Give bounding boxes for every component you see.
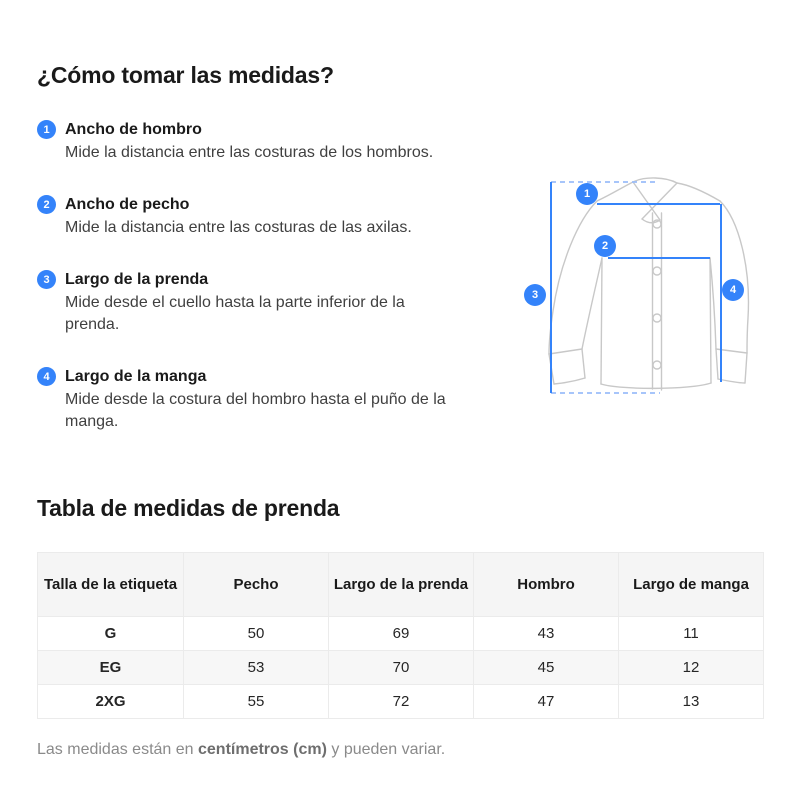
cell-chest: 50 — [184, 617, 329, 651]
measure-item-text — [65, 120, 433, 164]
cell-size: 2XG — [38, 685, 184, 719]
size-table-body — [38, 617, 764, 719]
units-note — [37, 741, 763, 759]
cell-shoulder: 45 — [474, 651, 619, 685]
cell-length: 72 — [329, 685, 474, 719]
measure-item-shoulder — [37, 120, 467, 164]
cell-size: G — [38, 617, 184, 651]
size-table-title: Tabla de medidas de prenda — [37, 495, 340, 521]
table-row — [38, 617, 764, 651]
cell-sleeve: 12 — [619, 651, 764, 685]
table-header-row — [38, 553, 764, 617]
cell-size: EG — [38, 651, 184, 685]
measure-instructions-list — [37, 120, 467, 433]
shirt-measurement-diagram — [520, 163, 780, 418]
diagram-badge-4-number: 4 — [729, 284, 737, 296]
measure-item-title: Ancho de pecho — [65, 196, 190, 213]
units-note-bold: centímetros (cm) — [198, 741, 327, 758]
header-cell-sleeve-length: Largo de manga — [619, 553, 764, 617]
header-cell-size-label: Talla de la etiqueta — [38, 553, 184, 617]
measure-item-text — [65, 195, 412, 239]
measure-item-length — [37, 270, 467, 336]
measure-item-description: Mide la distancia entre las costuras de las axilas. — [65, 219, 412, 236]
header-cell-chest: Pecho — [184, 553, 329, 617]
units-note-suffix: y pueden variar. — [326, 741, 446, 758]
cell-sleeve: 13 — [619, 685, 764, 719]
cell-length: 70 — [329, 651, 474, 685]
step-3-badge: 3 — [37, 270, 56, 289]
cell-shoulder: 43 — [474, 617, 619, 651]
cell-length: 69 — [329, 617, 474, 651]
measure-item-text — [65, 367, 457, 433]
cell-sleeve: 11 — [619, 617, 764, 651]
measurement-lines — [551, 182, 721, 393]
table-row — [38, 685, 764, 719]
shirt-outline — [549, 178, 748, 390]
header-cell-shoulder: Hombro — [474, 553, 619, 617]
step-1-badge: 1 — [37, 120, 56, 139]
how-to-measure-title: ¿Cómo tomar las medidas? — [37, 62, 334, 88]
table-row — [38, 651, 764, 685]
measure-item-description: Mide desde la costura del hombro hasta el puño de la manga. — [65, 391, 446, 430]
cell-shoulder: 47 — [474, 685, 619, 719]
size-table-header — [38, 553, 764, 617]
cell-chest: 55 — [184, 685, 329, 719]
step-2-badge: 2 — [37, 195, 56, 214]
units-note-prefix: Las medidas están en — [37, 741, 198, 758]
shirt-diagram-svg — [520, 163, 780, 418]
measure-item-title: Ancho de hombro — [65, 121, 202, 138]
size-table — [37, 552, 764, 719]
cell-chest: 53 — [184, 651, 329, 685]
measure-item-description: Mide desde el cuello hasta la parte inferior de la prenda. — [65, 294, 405, 333]
diagram-badge-1-number: 1 — [583, 188, 591, 200]
measure-item-title: Largo de la manga — [65, 368, 207, 385]
measure-item-text — [65, 270, 457, 336]
step-4-badge: 4 — [37, 367, 56, 386]
measure-item-description: Mide la distancia entre las costuras de los hombros. — [65, 144, 434, 161]
diagram-badge-2-number: 2 — [601, 240, 609, 252]
header-cell-garment-length: Largo de la prenda — [329, 553, 474, 617]
measure-item-title: Largo de la prenda — [65, 271, 209, 288]
measure-item-sleeve — [37, 367, 467, 433]
diagram-badge-3-number: 3 — [531, 289, 539, 301]
measure-item-chest — [37, 195, 467, 239]
